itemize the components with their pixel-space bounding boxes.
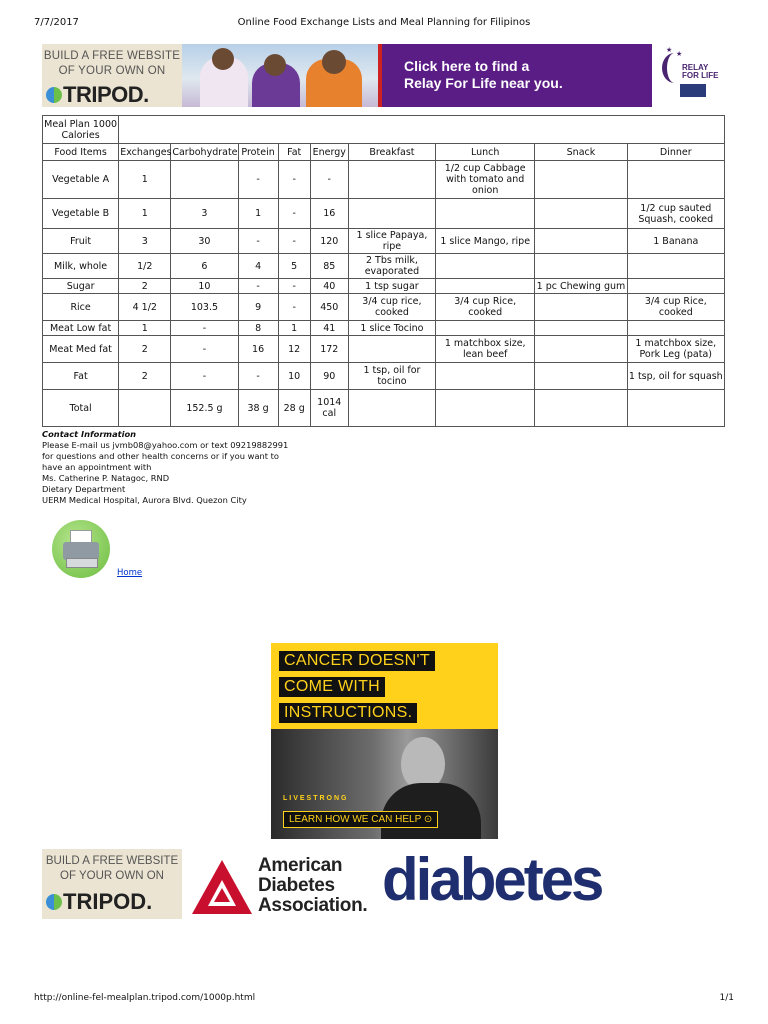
relay-ad-link[interactable] bbox=[382, 44, 652, 107]
table-row bbox=[43, 229, 725, 254]
table-cell: Meat Med fat bbox=[43, 336, 119, 363]
livestrong-ad[interactable] bbox=[271, 643, 498, 839]
table-cell: - bbox=[278, 294, 310, 321]
ada-line2: Diabetes bbox=[258, 875, 335, 896]
table-cell: 6 bbox=[171, 254, 238, 279]
tripod-logo: TRIPOD. bbox=[46, 82, 149, 108]
table-cell: Rice bbox=[43, 294, 119, 321]
table-cell: 28 g bbox=[278, 390, 310, 427]
table-cell: 2 bbox=[119, 363, 171, 390]
column-header: Carbohydrate bbox=[171, 144, 238, 161]
table-cell: 41 bbox=[310, 321, 348, 336]
table-cell: 120 bbox=[310, 229, 348, 254]
table-cell bbox=[436, 254, 535, 279]
tripod-dot-icon bbox=[46, 87, 62, 103]
diabetes-logo[interactable]: diabetes bbox=[382, 846, 602, 913]
table-cell: Total bbox=[43, 390, 119, 427]
table-cell bbox=[436, 321, 535, 336]
table-cell bbox=[119, 390, 171, 427]
table-cell: 1 matchbox size, Pork Leg (pata) bbox=[627, 336, 724, 363]
table-cell: 2 bbox=[119, 279, 171, 294]
table-cell: - bbox=[238, 363, 278, 390]
table-cell bbox=[348, 161, 435, 199]
table-cell: 1 slice Tocino bbox=[348, 321, 435, 336]
table-cell: 450 bbox=[310, 294, 348, 321]
table-cell: - bbox=[278, 279, 310, 294]
table-cell: 1 tsp, oil for squash bbox=[627, 363, 724, 390]
table-cell: - bbox=[238, 279, 278, 294]
tripod-logo: TRIPOD. bbox=[46, 889, 152, 915]
column-header: Exchanges bbox=[119, 144, 171, 161]
table-cell: Fruit bbox=[43, 229, 119, 254]
table-cell: - bbox=[310, 161, 348, 199]
table-cell: 9 bbox=[238, 294, 278, 321]
table-cell: 40 bbox=[310, 279, 348, 294]
print-page-number: 1/1 bbox=[719, 993, 734, 1003]
table-cell: - bbox=[171, 363, 238, 390]
column-header: Food Items bbox=[43, 144, 119, 161]
column-header: Dinner bbox=[627, 144, 724, 161]
contact-line: Dietary Department bbox=[42, 484, 126, 494]
table-header-row bbox=[43, 144, 725, 161]
tripod-ad-line1: BUILD A FREE WEBSITE bbox=[43, 50, 181, 62]
table-cell: 1/2 cup Cabbage with tomato and onion bbox=[436, 161, 535, 199]
tripod-ad-bottom[interactable] bbox=[42, 849, 182, 919]
table-cell: 1 Banana bbox=[627, 229, 724, 254]
meal-plan-title: Meal Plan 1000 Calories bbox=[43, 116, 119, 144]
table-cell: 3/4 cup Rice, cooked bbox=[436, 294, 535, 321]
tripod-dot-icon bbox=[46, 894, 62, 910]
table-cell: 1 pc Chewing gum bbox=[536, 280, 626, 292]
table-cell: Meat Low fat bbox=[43, 321, 119, 336]
table-cell: - bbox=[238, 161, 278, 199]
table-cell: 1 matchbox size, lean beef bbox=[436, 336, 535, 363]
table-cell: 10 bbox=[171, 279, 238, 294]
table-cell bbox=[627, 279, 724, 294]
table-cell: 2 bbox=[119, 336, 171, 363]
table-cell: 12 bbox=[278, 336, 310, 363]
contact-line: Ms. Catherine P. Natagoc, RND bbox=[42, 473, 170, 483]
table-cell bbox=[436, 199, 535, 229]
column-header: Lunch bbox=[436, 144, 535, 161]
table-cell bbox=[535, 390, 627, 427]
table-cell: 1 bbox=[278, 321, 310, 336]
table-cell: 8 bbox=[238, 321, 278, 336]
contact-line: have an appointment with bbox=[42, 462, 152, 472]
table-row bbox=[43, 294, 725, 321]
table-cell: - bbox=[278, 161, 310, 199]
table-cell: - bbox=[278, 229, 310, 254]
table-cell: 4 bbox=[238, 254, 278, 279]
table-cell: Vegetable A bbox=[43, 161, 119, 199]
column-header: Energy bbox=[310, 144, 348, 161]
ada-logo[interactable] bbox=[190, 854, 380, 918]
table-cell: 1/2 cup sauted Squash, cooked bbox=[627, 199, 724, 229]
table-cell: 2 Tbs milk, evaporated bbox=[348, 254, 435, 279]
table-row bbox=[43, 199, 725, 229]
home-link[interactable]: Home bbox=[117, 568, 143, 578]
table-cell: Milk, whole bbox=[43, 254, 119, 279]
table-cell: 3/4 cup rice, cooked bbox=[348, 294, 435, 321]
table-row bbox=[43, 161, 725, 199]
table-cell: 3 bbox=[119, 229, 171, 254]
print-date: 7/7/2017 bbox=[34, 17, 79, 28]
tripod-ad-line2: OF YOUR OWN ON bbox=[60, 870, 164, 882]
table-cell: 1 tsp sugar bbox=[348, 279, 435, 294]
table-cell: 3/4 cup Rice, cooked bbox=[627, 294, 724, 321]
table-cell: 30 bbox=[171, 229, 238, 254]
table-cell bbox=[535, 321, 627, 336]
table-cell bbox=[627, 161, 724, 199]
table-cell bbox=[348, 336, 435, 363]
table-cell bbox=[348, 199, 435, 229]
table-cell bbox=[535, 229, 627, 254]
table-cell bbox=[535, 294, 627, 321]
table-cell bbox=[436, 390, 535, 427]
table-cell bbox=[535, 254, 627, 279]
table-cell: 5 bbox=[278, 254, 310, 279]
table-cell: 1 slice Mango, ripe bbox=[436, 229, 535, 254]
contact-line: UERM Medical Hospital, Aurora Blvd. Quezon City bbox=[42, 495, 247, 505]
table-cell: 1 tsp, oil for tocino bbox=[348, 363, 435, 390]
column-header: Protein bbox=[238, 144, 278, 161]
table-cell: 16 bbox=[310, 199, 348, 229]
table-cell bbox=[535, 336, 627, 363]
table-cell: 1 bbox=[238, 199, 278, 229]
table-row bbox=[43, 336, 725, 363]
table-cell: 103.5 bbox=[171, 294, 238, 321]
contact-line: for questions and other health concerns or if you want to bbox=[42, 451, 280, 461]
table-cell: 1/2 bbox=[119, 254, 171, 279]
print-title: Online Food Exchange Lists and Meal Planning for Filipinos bbox=[237, 17, 531, 28]
table-cell bbox=[436, 363, 535, 390]
table-cell: 38 g bbox=[238, 390, 278, 427]
relay-ad-line2: Relay For Life near you. bbox=[404, 75, 563, 91]
ada-line3: Association. bbox=[258, 895, 368, 916]
table-cell bbox=[627, 321, 724, 336]
relay-photo bbox=[182, 44, 378, 107]
table-cell bbox=[535, 161, 627, 199]
learn-how-button[interactable]: LEARN HOW WE CAN HELP ⊙ bbox=[283, 811, 438, 828]
table-cell bbox=[535, 363, 627, 390]
table-cell bbox=[535, 199, 627, 229]
table-cell: - bbox=[278, 199, 310, 229]
table-cell bbox=[627, 254, 724, 279]
table-row bbox=[43, 321, 725, 336]
print-url: http://online-fel-mealplan.tripod.com/1000p.html bbox=[34, 993, 256, 1003]
ada-triangle-icon bbox=[190, 858, 254, 916]
contact-heading: Contact Information bbox=[42, 429, 137, 439]
table-cell bbox=[348, 390, 435, 427]
meal-plan-table bbox=[42, 115, 725, 427]
column-header: Breakfast bbox=[348, 144, 435, 161]
table-cell: 152.5 g bbox=[171, 390, 238, 427]
ada-line1: American bbox=[258, 855, 343, 876]
table-cell: 1 bbox=[119, 161, 171, 199]
contact-line: Please E-mail us jvmb08@yahoo.com or text 09219882991 bbox=[42, 440, 289, 450]
acs-badge-icon bbox=[680, 84, 706, 97]
table-cell: 1 bbox=[119, 199, 171, 229]
relay-ad-line1: Click here to find a bbox=[404, 58, 530, 74]
table-cell: 1 bbox=[119, 321, 171, 336]
top-ad-banner[interactable] bbox=[42, 44, 730, 107]
table-row bbox=[43, 363, 725, 390]
table-cell: 3 bbox=[171, 199, 238, 229]
table-cell: 1 slice Papaya, ripe bbox=[348, 229, 435, 254]
tripod-ad-line1: BUILD A FREE WEBSITE bbox=[45, 855, 179, 867]
table-cell: Vegetable B bbox=[43, 199, 119, 229]
table-cell: 172 bbox=[310, 336, 348, 363]
tripod-ad[interactable] bbox=[42, 44, 182, 107]
table-cell: 1014 cal bbox=[310, 390, 348, 427]
relay-for-life-logo: ★ ★ RELAY FOR LIFE bbox=[652, 44, 730, 107]
column-header: Snack bbox=[535, 144, 627, 161]
table-cell: - bbox=[238, 229, 278, 254]
table-cell bbox=[436, 279, 535, 294]
table-row bbox=[43, 390, 725, 427]
table-cell bbox=[171, 161, 238, 199]
table-cell: 90 bbox=[310, 363, 348, 390]
table-row bbox=[43, 279, 725, 294]
printer-icon[interactable] bbox=[52, 520, 110, 578]
table-cell: 4 1/2 bbox=[119, 294, 171, 321]
livestrong-brand: LIVESTRONG bbox=[283, 795, 349, 802]
table-cell: 85 bbox=[310, 254, 348, 279]
livestrong-line3: INSTRUCTIONS. bbox=[279, 703, 417, 723]
column-header: Fat bbox=[278, 144, 310, 161]
table-cell: Sugar bbox=[43, 279, 119, 294]
table-cell: - bbox=[171, 336, 238, 363]
tripod-ad-line2: OF YOUR OWN ON bbox=[58, 65, 166, 77]
livestrong-line2: COME WITH bbox=[279, 677, 385, 697]
livestrong-line1: CANCER DOESN'T bbox=[279, 651, 435, 671]
table-cell: - bbox=[171, 321, 238, 336]
table-cell: 10 bbox=[278, 363, 310, 390]
table-row bbox=[43, 254, 725, 279]
table-cell bbox=[627, 390, 724, 427]
table-cell: Fat bbox=[43, 363, 119, 390]
contact-section bbox=[42, 429, 288, 506]
table-cell: 16 bbox=[238, 336, 278, 363]
